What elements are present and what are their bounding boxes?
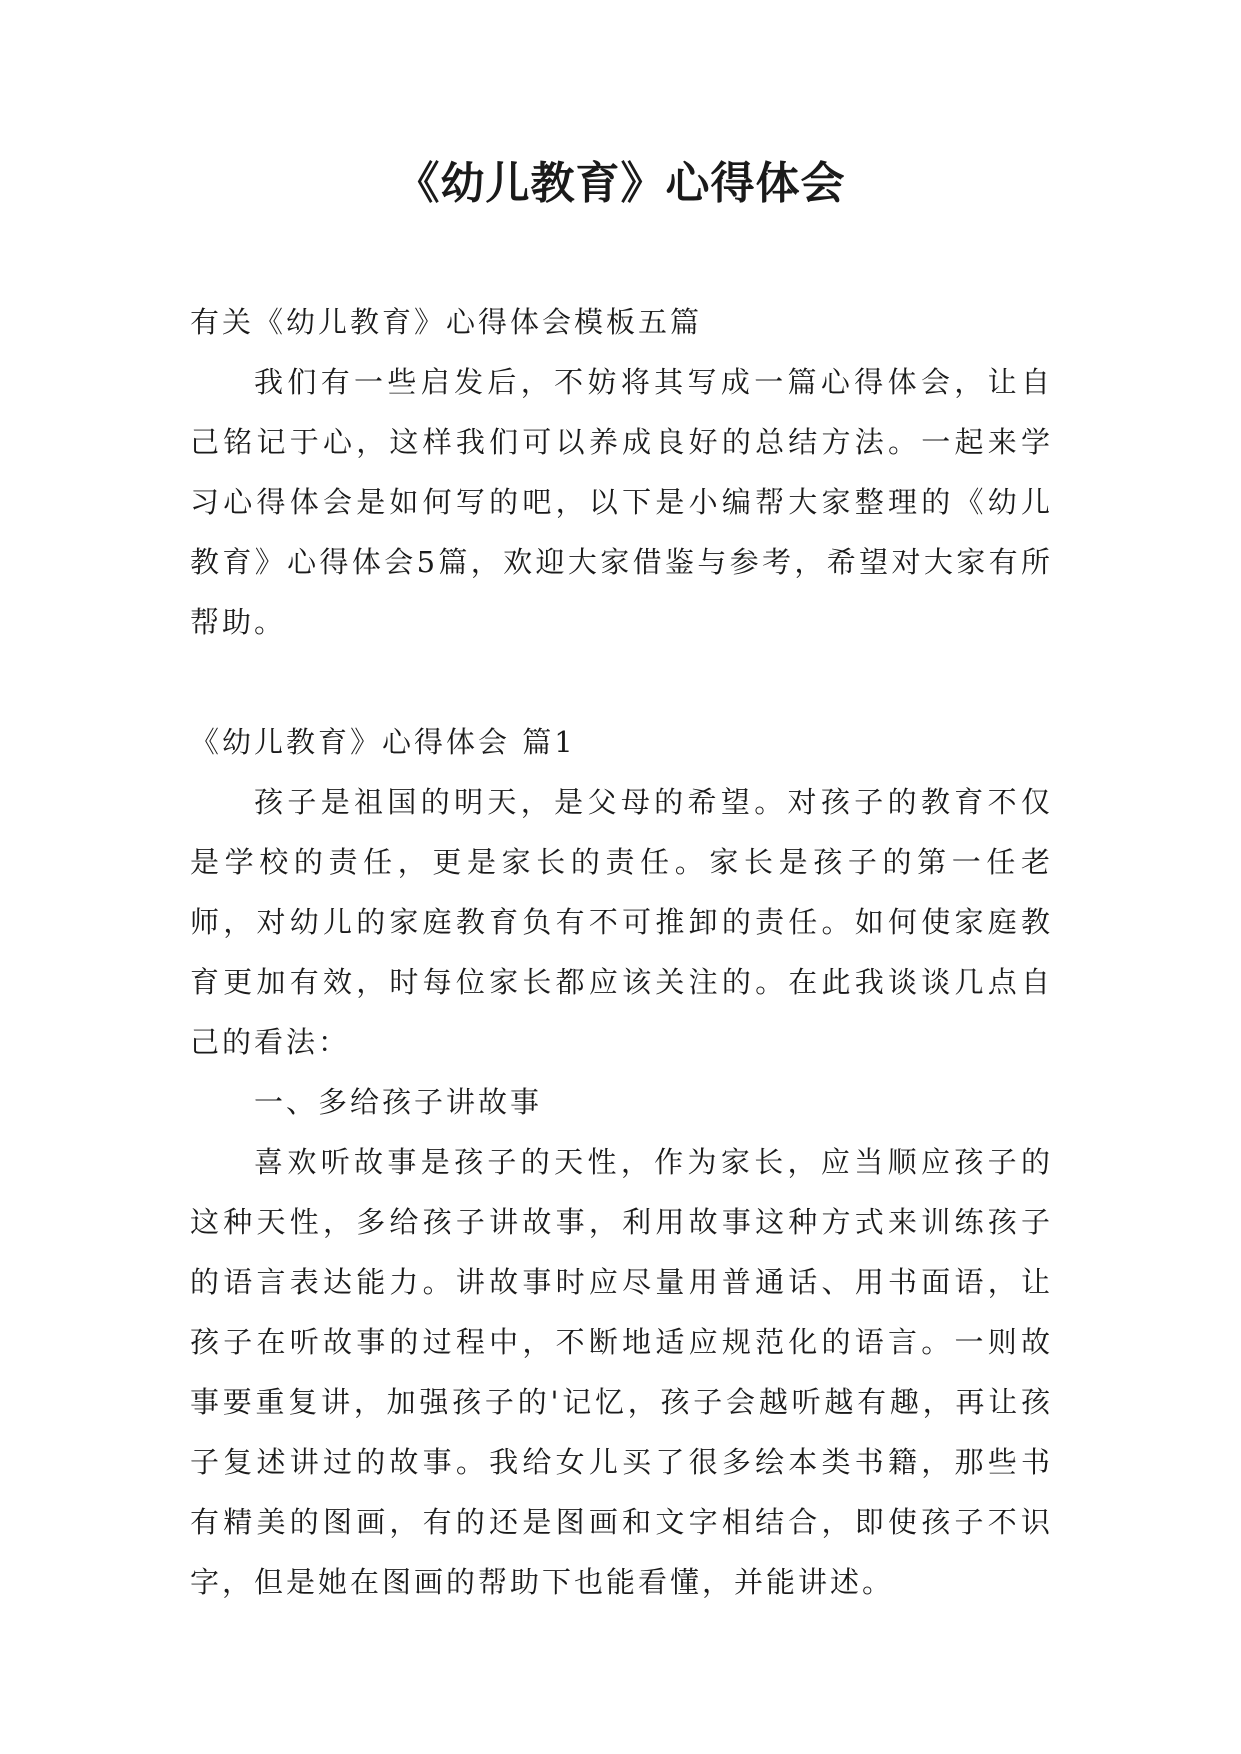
section-spacer xyxy=(190,652,1053,712)
section-1-paragraph-1: 孩子是祖国的明天，是父母的希望。对孩子的教育不仅是学校的责任，更是家长的责任。家长是孩子的第一任老师，对幼儿的家庭教育负有不可推卸的责任。如何使家庭教育更加有效，时每位家长都应该关注的。在此我谈谈几点自己的看法： xyxy=(190,785,1053,1059)
document-title: 《幼儿教育》心得体会 xyxy=(395,158,846,209)
document-body xyxy=(190,292,1053,1612)
intro-paragraph: 我们有一些启发后，不妨将其写成一篇心得体会，让自己铭记于心，这样我们可以养成良好的总结方法。一起来学习心得体会是如何写的吧，以下是小编帮大家整理的《幼儿教育》心得体会5篇，欢迎大家借鉴与参考，希望对大家有所帮助。 xyxy=(190,365,1053,639)
section-1-subheading: 一、多给孩子讲故事 xyxy=(254,1085,543,1119)
section-1-heading: 《幼儿教育》心得体会 篇1 xyxy=(190,725,576,759)
intro-heading: 有关《幼儿教育》心得体会模板五篇 xyxy=(190,305,703,339)
section-1-paragraph-2: 喜欢听故事是孩子的天性，作为家长，应当顺应孩子的这种天性，多给孩子讲故事，利用故事这种方式来训练孩子的语言表达能力。讲故事时应尽量用普通话、用书面语，让孩子在听故事的过程中，不断地适应规范化的语言。一则故事要重复讲，加强孩子的'记忆，孩子会越听越有趣，再让孩子复述讲过的故事。我给女儿买了很多绘本类书籍，那些书有精美的图画，有的还是图画和文字相结合，即使孩子不识字，但是她在图画的帮助下也能看懂，并能讲述。 xyxy=(190,1145,1053,1599)
